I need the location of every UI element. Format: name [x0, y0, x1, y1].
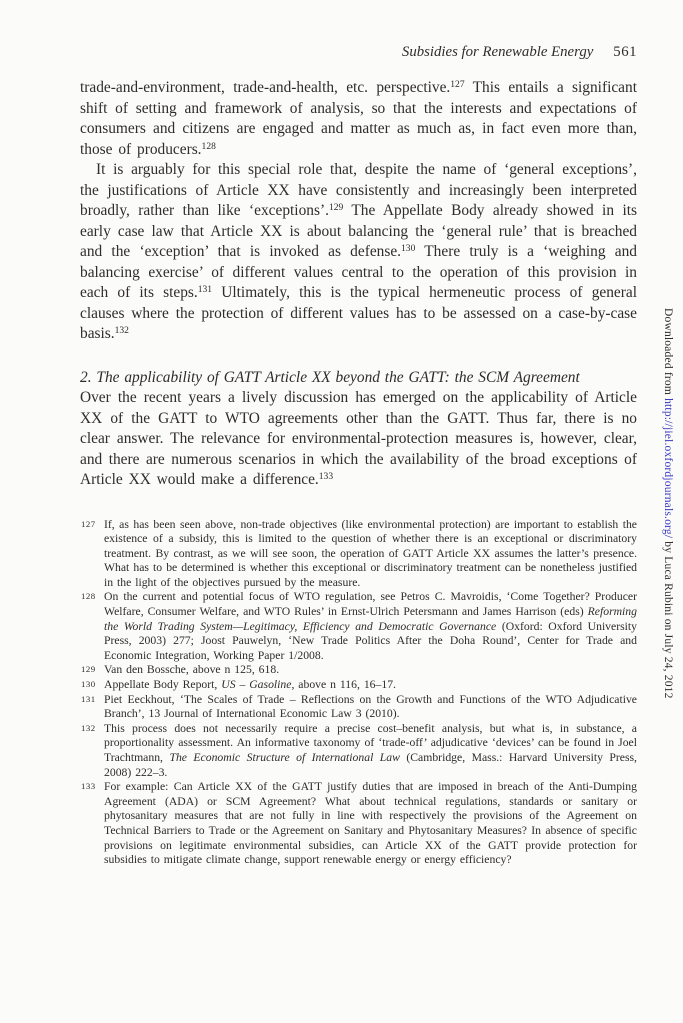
footnote-text [104, 722, 637, 779]
download-banner-suffix: by Luca Rubini on July 24, 2012 [662, 538, 674, 699]
paragraphs-after-heading [80, 388, 637, 491]
footnote-number: 132 [81, 722, 96, 733]
text-run: For example: Can Article XX of the GATT justify duties that are imposed in breach of the Anti-Dumping Agreement (ADA) or SCM Agreement? What about technical regulations, standards or sanitary or phytosanitary measures that are not fully in line with respectively the provisions of the Agreement on Technical Barriers to Trade or the Agreement on Sanitary and Phytosanitary Measures? In absence of specific provisions on legitimate environmental subsidies, can Article XX of the GATT provide protection for subsidies to mitigate climate change, support renewable energy or energy efficiency? [104, 780, 637, 867]
paragraphs-before-heading [80, 78, 637, 345]
paragraph [80, 78, 637, 160]
text-run: (Oxford: Oxford University Press, 2003) 277; Joost Pauwelyn, ‘New Trade Politics After the Doha Round’, Center for Trade and Economic Integration, Working Paper 1/2008. [104, 619, 637, 662]
running-header-title: Subsidies for Renewable Energy [401, 44, 594, 60]
page-number: 561 [613, 44, 637, 60]
italic-text-run: The Economic Structure of International Law [169, 751, 400, 764]
footnote-ref: 131 [197, 284, 213, 295]
text-run: On the current and potential focus of WTO regulation, see Petros C. Mavroidis, ‘Come Together? Producer Welfare, Consumer Welfare, and WTO Rules’ in Ernst-Ulrich Petersmann and James Harrison (eds) [104, 590, 637, 619]
footnote [80, 590, 637, 663]
footnote-number: 130 [81, 679, 96, 690]
text-run: , above n 116, 16–17. [291, 678, 396, 692]
footnote-ref: 133 [318, 471, 334, 482]
section-heading: 2. The applicability of GATT Article XX beyond the GATT: the SCM Agreement [80, 368, 580, 386]
footnote-number: 128 [81, 591, 96, 602]
footnote-text [104, 678, 396, 691]
text-run: It is arguably for this special role that, despite the name of ‘general exceptions’, the justifications of Article XX have consistently and increasingly been interpreted broadly, rather than like ‘exceptions’. [80, 161, 637, 219]
text-run: Ultimately, this is the typical hermeneutic process of general clauses where the protection of different values has to be assessed on a case-by-case basis. [80, 284, 637, 342]
footnote-number: 127 [81, 518, 96, 529]
footnote-ref: 129 [328, 202, 344, 213]
footnote-number: 131 [81, 693, 96, 704]
footnotes-section [80, 518, 637, 868]
italic-text-run: US – Gasoline [221, 678, 292, 692]
footnote [80, 780, 637, 868]
footnote-text [104, 590, 637, 661]
running-header [80, 44, 637, 61]
paragraph [80, 160, 637, 345]
footnote [80, 518, 637, 591]
text-run: trade-and-environment, trade-and-health, etc. perspective. [80, 79, 451, 96]
text-run: If, as has been seen above, non-trade objectives (like environmental protection) are important to establish the existence of a subsidy, this is limited to the question of whether there is an exceptional or discriminatory treatment. By contrast, as we will see soon, the operation of GATT Article XX assumes the latter’s presence. What has to be determined is whether this exceptional or discriminatory treatment can be nonetheless justified in the light of the objectives pursued by the measure. [104, 517, 637, 589]
text-run: This entails a significant shift of setting and framework of analysis, so that the interests and expectations of consumers and citizens are engaged and matter as much as, in fact even more than, those of producers. [80, 79, 637, 158]
italic-text-run: Reforming the World Trading System—Legitimacy, Efficiency and Democratic Governance [104, 605, 637, 633]
page-content [80, 44, 637, 868]
body-text [80, 78, 637, 491]
text-run: There truly is a ‘weighing and balancing exercise’ of different values central to the operation of this provision in each of its steps. [80, 243, 637, 301]
footnote [80, 693, 637, 722]
paragraph [80, 388, 637, 491]
footnote-ref: 132 [114, 325, 129, 336]
footnote-text [104, 780, 637, 866]
text-run: Van den Bossche, above n 125, 618. [104, 663, 280, 677]
download-banner-prefix: Downloaded from [662, 308, 674, 399]
text-run: Appellate Body Report, [104, 678, 222, 692]
journal-url-link[interactable]: http://jiel.oxfordjournals.org/ [662, 398, 674, 539]
download-banner [662, 308, 674, 699]
footnote [80, 722, 637, 780]
text-run: The Appellate Body already showed in its early case law that Article XX is about balancing the ‘general rule’ that is breached and the ‘exception’ that is invoked as defense. [80, 202, 637, 260]
footnote-ref: 127 [450, 79, 465, 90]
footnote-number: 129 [81, 664, 96, 675]
footnote [80, 663, 637, 678]
text-run: Over the recent years a lively discussion has emerged on the applicability of Article XX of the GATT to WTO agreements other than the GATT. Thus far, there is no clear answer. The relevance for environmental-protection measures is, however, clear, and there are numerous scenarios in which the availability of the broad exceptions of Article XX would make a difference. [80, 389, 637, 488]
text-run: Piet Eeckhout, ‘The Scales of Trade – Reflections on the Growth and Functions of the WTO Adjudicative Branch’, 13 Journal of International Economic Law 3 (2010). [104, 692, 637, 721]
text-run: (Cambridge, Mass.: Harvard University Press, 2008) 222–3. [104, 751, 637, 779]
footnote-ref: 128 [201, 140, 216, 152]
footnote [80, 678, 637, 693]
footnote-number: 133 [81, 781, 96, 792]
footnote-text [104, 518, 637, 589]
footnote-text [104, 693, 637, 721]
footnote-text [104, 663, 279, 676]
text-run: This process does not necessarily require a precise cost–benefit analysis, but what is, in substance, a proportionality assessment. An informative taxonomy of ‘trade-off’ adjudicative ‘devices’ can be found in Joel Trachtmann, [104, 721, 637, 764]
footnote-ref: 130 [401, 243, 416, 254]
